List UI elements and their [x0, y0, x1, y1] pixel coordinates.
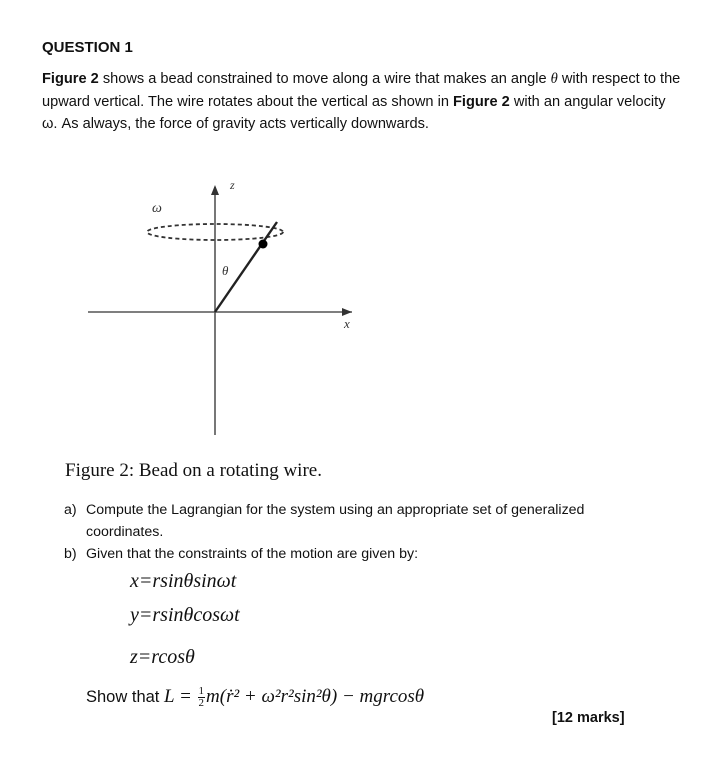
x-label: x — [344, 316, 350, 331]
bead — [259, 240, 268, 249]
figure-reference: Figure 2 — [453, 93, 510, 110]
x-axis-arrowhead — [342, 308, 352, 316]
theta-label: θ — [222, 263, 229, 278]
lagrangian-rhs: m(ṙ² + ω²r²sin²θ) − mgrcosθ — [206, 686, 425, 707]
constraint-x: x=rsinθsinωt — [130, 570, 237, 592]
figure-caption: Figure 2: Bead on a rotating wire. — [65, 460, 322, 481]
question-intro: Figure 2 shows a bead constrained to move along a wire that makes an angle θ with respect to the upward vertical. The wire rotates about the vertical as shown in Figure 2 with an angular velocity ω. As always, the force of gravity acts vertically downwards. — [42, 71, 681, 132]
question-title: QUESTION 1 — [42, 39, 133, 56]
omega-label: ω — [152, 201, 162, 216]
figure-reference: Figure 2 — [42, 71, 99, 87]
lagrangian-formula — [163, 685, 425, 710]
part-b — [64, 543, 634, 565]
part-a — [64, 499, 634, 543]
z-label: z — [230, 178, 235, 192]
constraint-y: y=rsinθcosωt — [130, 604, 240, 626]
lagrangian-lhs: L = — [163, 686, 192, 707]
part-a-label: a) — [64, 502, 77, 518]
part-a-text: Compute the Lagrangian for the system using an appropriate set of generalized — [86, 502, 585, 518]
show-prefix: Show that — [86, 688, 160, 706]
theta-symbol: θ — [550, 71, 558, 87]
part-a-text-continued: coordinates. — [86, 524, 164, 540]
z-axis-arrowhead — [211, 185, 219, 195]
marks-label: [12 marks] — [552, 710, 625, 726]
part-b-text: Given that the constraints of the motion are given by: — [86, 546, 419, 562]
show-that-statement — [86, 686, 424, 709]
constraint-z: z=rcosθ — [130, 646, 195, 668]
one-half-fraction: $\frac{1}{2}$ — [198, 685, 205, 710]
part-b-label: b) — [64, 546, 77, 562]
bead-wire-diagram — [80, 165, 380, 445]
